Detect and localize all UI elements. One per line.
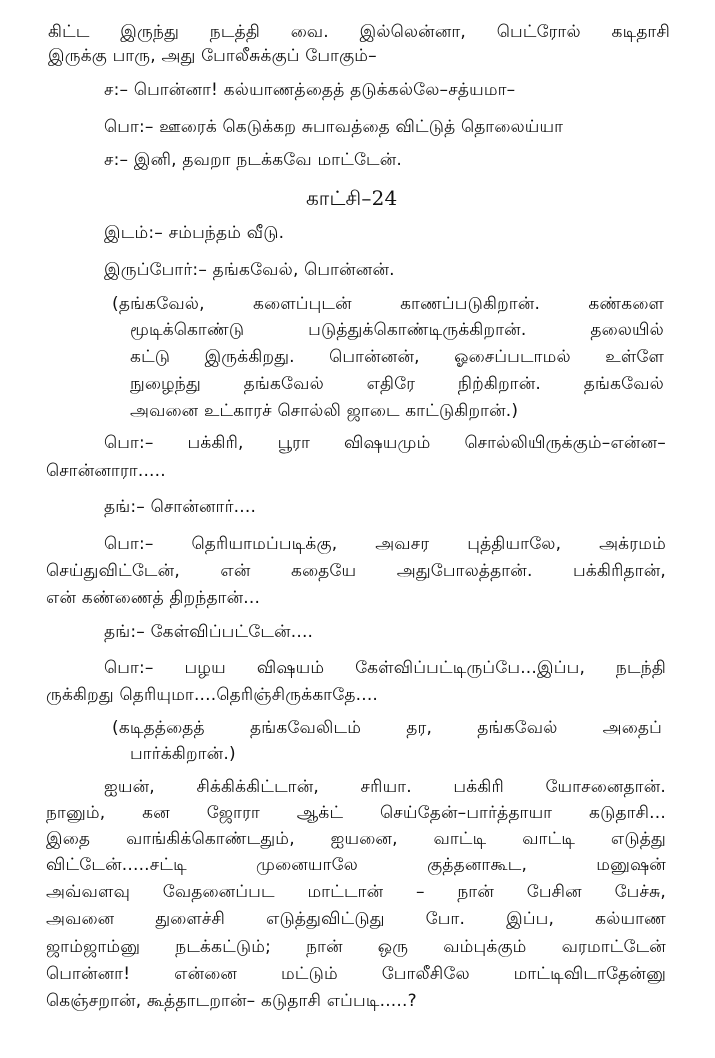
dialogue-line: என் கண்ணைத் திறந்தான்... xyxy=(46,588,261,608)
stage-direction-line: கட்டு இருக்கிறது. பொன்னன், ஓசைப்படாமல் உள்ளே xyxy=(130,347,664,367)
dialogue-line: செய்துவிட்டேன், என் கதையே அதுபோலத்தான். பக்கிரிதான், xyxy=(46,561,666,581)
dialogue-line: சொன்னாரா..... xyxy=(46,461,166,481)
stage-direction-line: பார்க்கிறான்.) xyxy=(130,744,236,764)
dialogue-line: பொ:– தெரியாமப்படிக்கு, அவசர புத்தியாலே, அக்ரமம் xyxy=(104,534,666,554)
scene-place: இடம்:– சம்பந்தம் வீடு. xyxy=(104,223,285,243)
dialogue-line: பொ:– பழய விஷயம் கேள்விப்பட்டிருப்பே...இப்ப, நடந்தி xyxy=(104,658,666,678)
stage-direction-line: (கடிதத்தைத் தங்கவேலிடம் தர, தங்கவேல் அதைப் xyxy=(112,718,662,738)
dialogue-line: இதை வாங்கிக்கொண்டதும், ஐயனை, வாட்டி வாட்டி எடுத்து xyxy=(46,829,666,849)
dialogue-line: அவ்வளவு வேதனைப்பட மாட்டான் – நான் பேசின பேச்சு, xyxy=(46,882,666,902)
dialogue-line: விட்டேன்.....சட்டி முனையாலே குத்தனாகூட, மனுஷன் xyxy=(46,855,666,875)
dialogue-line: ஐயன், சிக்கிக்கிட்டான், சரியா. பக்கிரி யோசனைதான். xyxy=(104,777,666,797)
dialogue-line: தங்:– சொன்னார்.... xyxy=(104,497,257,517)
dialogue-line: பொன்னா! என்னை மட்டும் போலீசிலே மாட்டிவிடாதேன்னு xyxy=(46,964,666,984)
dialogue-line: அவனை துளைச்சி எடுத்துவிட்டுது போ. இப்ப, கல்யாண xyxy=(46,909,666,929)
scene-heading: காட்சி–24 xyxy=(306,186,398,210)
stage-direction-line: மூடிக்கொண்டு படுத்துக்கொண்டிருக்கிறான். தலையில் xyxy=(130,320,664,340)
dialogue-line: ச:– பொன்னா! கல்யாணத்தைத் தடுக்கல்லே–சத்யமா– xyxy=(104,80,516,100)
stage-direction-line: நுழைந்து தங்கவேல் எதிரே நிற்கிறான். தங்கவேல் xyxy=(130,374,664,394)
dialogue-line: பொ:– பக்கிரி, பூரா விஷயமும் சொல்லியிருக்கும்–என்ன– xyxy=(104,433,666,453)
dialogue-line: ச:– இனி, தவறா நடக்கவே மாட்டேன். xyxy=(104,150,403,170)
dialogue-line: தங்:– கேள்விப்பட்டேன்.... xyxy=(104,622,314,642)
dialogue-line: பொ:– ஊரைக் கெடுக்கற சுபாவத்தை விட்டுத் தொலைய்யா xyxy=(104,117,564,137)
dialogue-line: ருக்கிறது தெரியுமா....தெரிஞ்சிருக்காதே.... xyxy=(46,685,379,705)
stage-direction-line: (தங்கவேல், களைப்புடன் காணப்படுகிறான். கண்களை xyxy=(112,294,664,314)
dialogue-line: இருக்கு பாரு, அது போலீசுக்குப் போகும்– xyxy=(48,46,377,66)
dialogue-line: கிட்ட இருந்து நடத்தி வை. இல்லென்னா, பெட்ரோல் கடிதாசி xyxy=(48,22,670,42)
stage-direction-line: அவனை உட்காரச் சொல்லி ஜாடை காட்டுகிறான்.) xyxy=(130,401,519,421)
dialogue-line: கெஞ்சறான், கூத்தாடறான்– கடுதாசி எப்படி.....? xyxy=(46,991,417,1011)
scene-characters: இருப்போர்:– தங்கவேல், பொன்னன். xyxy=(104,260,395,280)
dialogue-line: ஜாம்ஜாம்னு நடக்கட்டும்; நான் ஒரு வம்புக்கும் வரமாட்டேன் xyxy=(46,937,666,957)
dialogue-line: நானும், கன ஜோரா ஆக்ட் செய்தேன்–பார்த்தாயா கடுதாசி... xyxy=(46,803,666,823)
